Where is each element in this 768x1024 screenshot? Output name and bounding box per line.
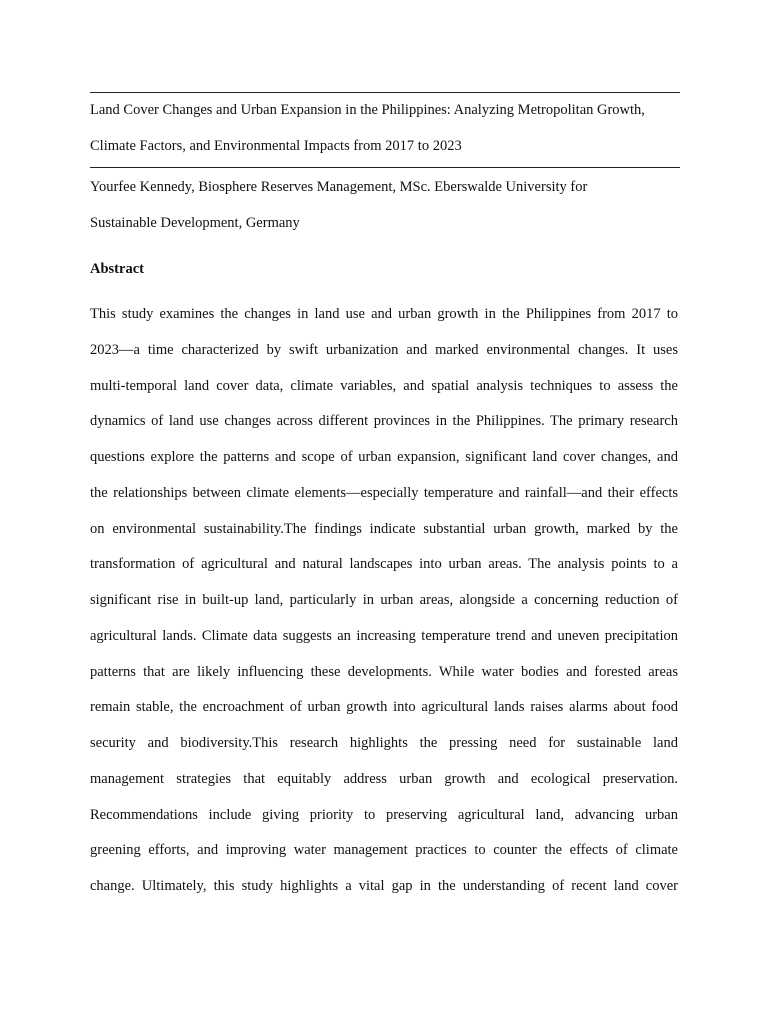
- author-line: Sustainable Development, Germany: [90, 215, 300, 231]
- abstract-line: significant rise in built-up land, particularly in urban areas, alongside a concerning reduction of: [90, 592, 678, 608]
- abstract-line: Recommendations include giving priority to preserving agricultural land, advancing urban: [90, 806, 678, 823]
- abstract-line: the relationships between climate elements—especially temperature and rainfall—and their effects: [90, 484, 678, 501]
- title-bottom-rule: [90, 167, 680, 168]
- abstract-heading: Abstract: [90, 261, 144, 277]
- abstract-line: patterns that are likely influencing these developments. While water bodies and forested areas: [90, 663, 678, 680]
- abstract-line: 2023—a time characterized by swift urbanization and marked environmental changes. It uses: [90, 341, 678, 358]
- abstract-line: management strategies that equitably address urban growth and ecological preservation.: [90, 770, 678, 787]
- author-affiliation: [90, 169, 690, 241]
- author-line: Yourfee Kennedy, Biosphere Reserves Management, MSc. Eberswalde University for: [90, 179, 588, 195]
- abstract-body: [90, 297, 678, 905]
- abstract-line: dynamics of land use changes across different provinces in the Philippines. The primary research: [90, 413, 678, 430]
- abstract-line: on environmental sustainability.The findings indicate substantial urban growth, marked by the: [90, 520, 678, 537]
- abstract-line: security and biodiversity.This research highlights the pressing need for sustainable land: [90, 735, 678, 751]
- abstract-line: This study examines the changes in land use and urban growth in the Philippines from 2017 to: [90, 306, 678, 322]
- paper-title: [90, 92, 690, 164]
- abstract-line: change. Ultimately, this study highlights a vital gap in the understanding of recent land cover: [90, 878, 678, 894]
- abstract-line: greening efforts, and improving water management practices to counter the effects of climate: [90, 842, 678, 859]
- title-line: Climate Factors, and Environmental Impacts from 2017 to 2023: [90, 138, 462, 154]
- abstract-line: remain stable, the encroachment of urban growth into agricultural lands raises alarms about food: [90, 699, 678, 716]
- abstract-line: multi-temporal land cover data, climate variables, and spatial analysis techniques to assess the: [90, 377, 678, 394]
- abstract-line: transformation of agricultural and natural landscapes into urban areas. The analysis points to a: [90, 556, 678, 573]
- abstract-line: questions explore the patterns and scope of urban expansion, significant land cover changes, and: [90, 449, 678, 465]
- abstract-line: agricultural lands. Climate data suggests an increasing temperature trend and uneven precipitation: [90, 627, 678, 644]
- title-line: Land Cover Changes and Urban Expansion in the Philippines: Analyzing Metropolitan Growth,: [90, 102, 645, 118]
